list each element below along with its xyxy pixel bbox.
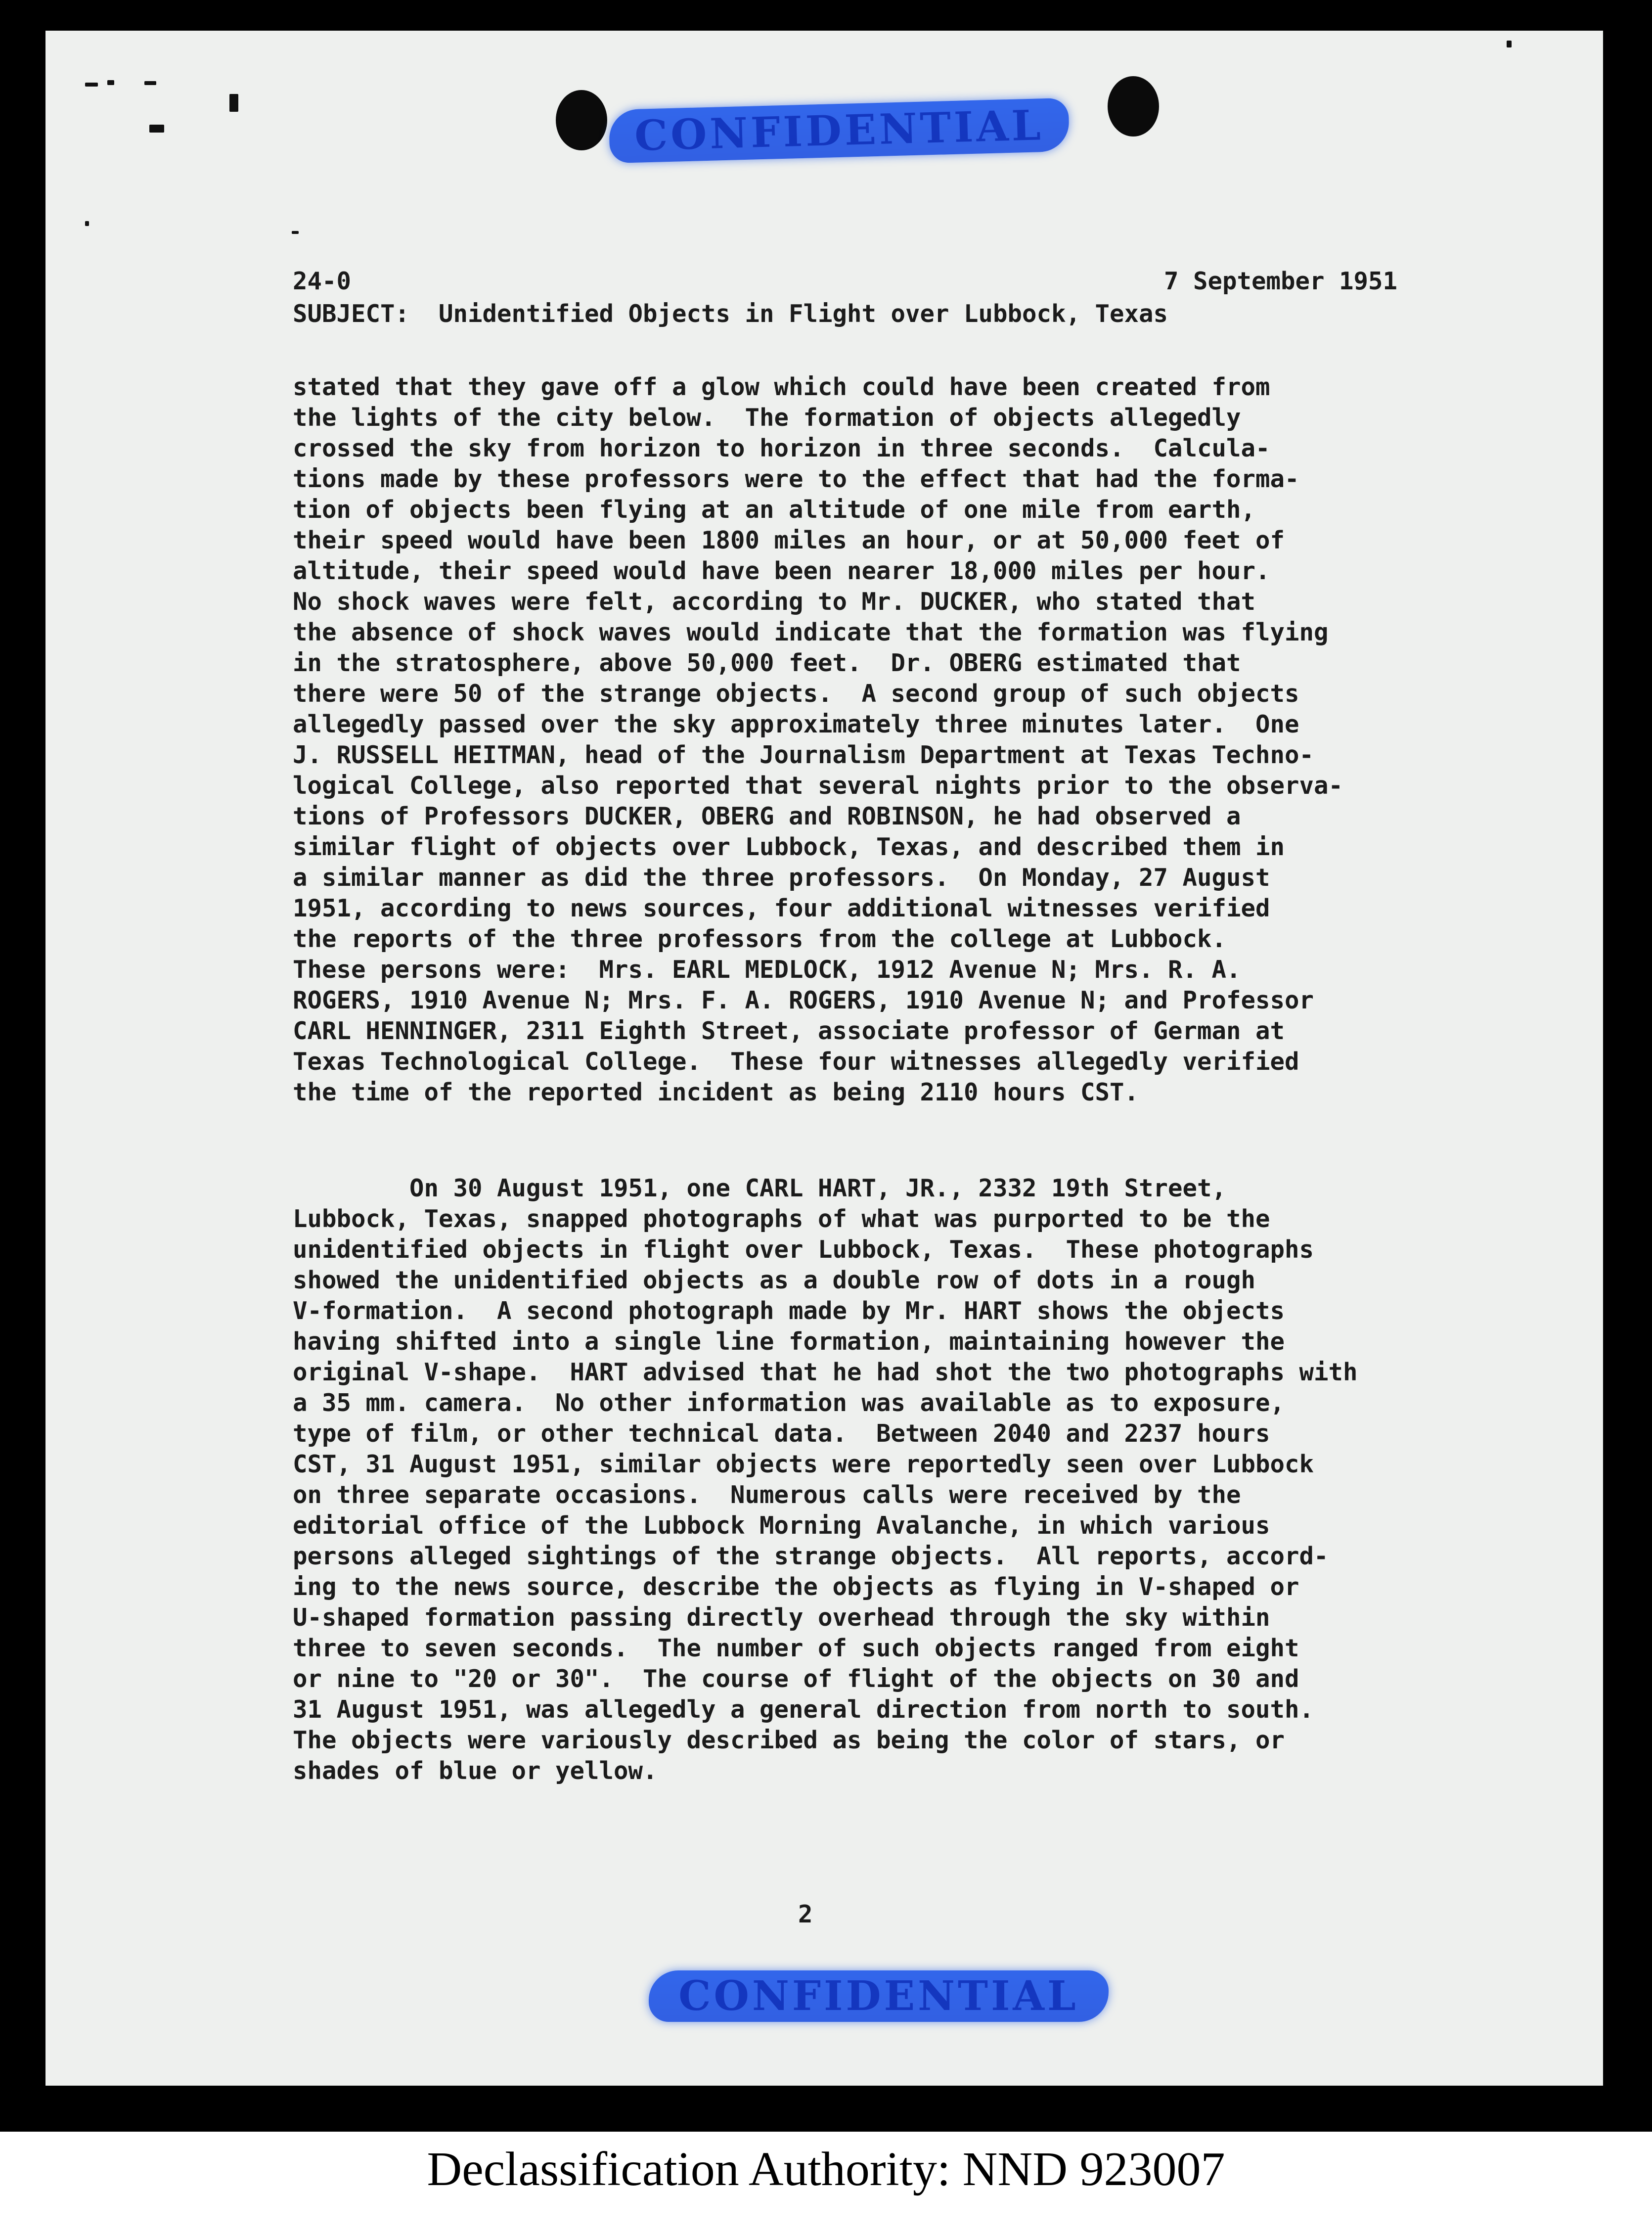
text-line: altitude, their speed would have been nearer 18,000 miles per hour.	[293, 557, 1270, 585]
punch-hole-right	[1108, 76, 1159, 137]
speck	[107, 80, 114, 85]
speck	[85, 221, 89, 226]
text-line: Texas Technological College. These four witnesses allegedly verified	[293, 1048, 1299, 1076]
speck	[144, 81, 156, 85]
text-line: the reports of the three professors from the college at Lubbock.	[293, 925, 1227, 953]
text-line: original V-shape. HART advised that he had shot the two photographs with	[293, 1358, 1358, 1386]
text-line: in the stratosphere, above 50,000 feet. Dr. OBERG estimated that	[293, 649, 1241, 677]
text-line: persons alleged sightings of the strange objects. All reports, accord-	[293, 1542, 1329, 1570]
speck	[229, 94, 238, 112]
text-line: ROGERS, 1910 Avenue N; Mrs. F. A. ROGERS, 1910 Avenue N; and Professor	[293, 986, 1314, 1014]
reference-number: 24-0	[293, 267, 352, 295]
speck	[149, 125, 164, 133]
text-line: CST, 31 August 1951, similar objects were reportedly seen over Lubbock	[293, 1450, 1314, 1478]
text-line: The objects were variously described as being the color of stars, or	[293, 1726, 1285, 1754]
text-line: having shifted into a single line formation, maintaining however the	[293, 1327, 1285, 1356]
text-line: a similar manner as did the three professors. On Monday, 27 August	[293, 864, 1270, 892]
subject-line: SUBJECT: Unidentified Objects in Flight over Lubbock, Texas	[293, 300, 1168, 328]
document-page	[45, 31, 1603, 2086]
text-line: Lubbock, Texas, snapped photographs of what was purported to be the	[293, 1205, 1270, 1233]
text-line: U-shaped formation passing directly overhead through the sky within	[293, 1603, 1270, 1632]
punch-hole-left	[556, 90, 607, 150]
text-line: 1951, according to news sources, four additional witnesses verified	[293, 894, 1270, 922]
text-line: the absence of shock waves would indicate that the formation was flying	[293, 618, 1329, 646]
text-line: No shock waves were felt, according to Mr. DUCKER, who stated that	[293, 588, 1256, 616]
text-line: the lights of the city below. The formation of objects allegedly	[293, 404, 1241, 432]
text-line: or nine to "20 or 30". The course of flight of the objects on 30 and	[293, 1665, 1299, 1693]
text-line: shades of blue or yellow.	[293, 1757, 658, 1785]
text-line: the time of the reported incident as being 2110 hours CST.	[293, 1078, 1139, 1106]
text-line: type of film, or other technical data. Between 2040 and 2237 hours	[293, 1419, 1270, 1448]
text-line: logical College, also reported that several nights prior to the observa-	[293, 772, 1343, 800]
text-line: a 35 mm. camera. No other information was available as to exposure,	[293, 1389, 1285, 1417]
document-date: 7 September 1951	[1164, 267, 1398, 295]
paragraph-2	[293, 1173, 1358, 1786]
text-line: editorial office of the Lubbock Morning Avalanche, in which various	[293, 1511, 1270, 1540]
confidential-stamp-top: CONFIDENTIAL	[609, 98, 1070, 163]
text-line: tion of objects been flying at an altitude of one mile from earth,	[293, 496, 1256, 524]
text-line: there were 50 of the strange objects. A second group of such objects	[293, 680, 1299, 708]
speck	[292, 231, 299, 234]
text-line: On 30 August 1951, one CARL HART, JR., 2332 19th Street,	[293, 1174, 1227, 1202]
text-line: their speed would have been 1800 miles an hour, or at 50,000 feet of	[293, 526, 1285, 554]
page-number: 2	[798, 1900, 813, 1928]
text-line: 31 August 1951, was allegedly a general direction from north to south.	[293, 1695, 1314, 1724]
text-line: similar flight of objects over Lubbock, Texas, and described them in	[293, 833, 1285, 861]
text-line: stated that they gave off a glow which could have been created from	[293, 373, 1270, 401]
text-line: allegedly passed over the sky approximately three minutes later. One	[293, 710, 1299, 738]
confidential-stamp-bottom: CONFIDENTIAL	[649, 1970, 1109, 2022]
text-line: tions made by these professors were to the effect that had the forma-	[293, 465, 1299, 493]
text-line: V-formation. A second photograph made by Mr. HART shows the objects	[293, 1297, 1285, 1325]
paragraph-1	[293, 372, 1343, 1108]
text-line: ing to the news source, describe the objects as flying in V-shaped or	[293, 1573, 1299, 1601]
text-line: CARL HENNINGER, 2311 Eighth Street, associate professor of German at	[293, 1017, 1285, 1045]
text-line: on three separate occasions. Numerous calls were received by the	[293, 1481, 1241, 1509]
speck	[85, 83, 98, 87]
speck	[1507, 41, 1512, 47]
text-line: J. RUSSELL HEITMAN, head of the Journalism Department at Texas Techno-	[293, 741, 1314, 769]
declassification-footer: Declassification Authority: NND 923007	[427, 2143, 1225, 2196]
text-line: tions of Professors DUCKER, OBERG and ROBINSON, he had observed a	[293, 802, 1241, 830]
text-line: three to seven seconds. The number of such objects ranged from eight	[293, 1634, 1299, 1662]
text-line: These persons were: Mrs. EARL MEDLOCK, 1912 Avenue N; Mrs. R. A.	[293, 956, 1241, 984]
text-line: crossed the sky from horizon to horizon in three seconds. Calcula-	[293, 434, 1270, 462]
text-line: unidentified objects in flight over Lubbock, Texas. These photographs	[293, 1235, 1314, 1264]
text-line: showed the unidentified objects as a double row of dots in a rough	[293, 1266, 1256, 1294]
